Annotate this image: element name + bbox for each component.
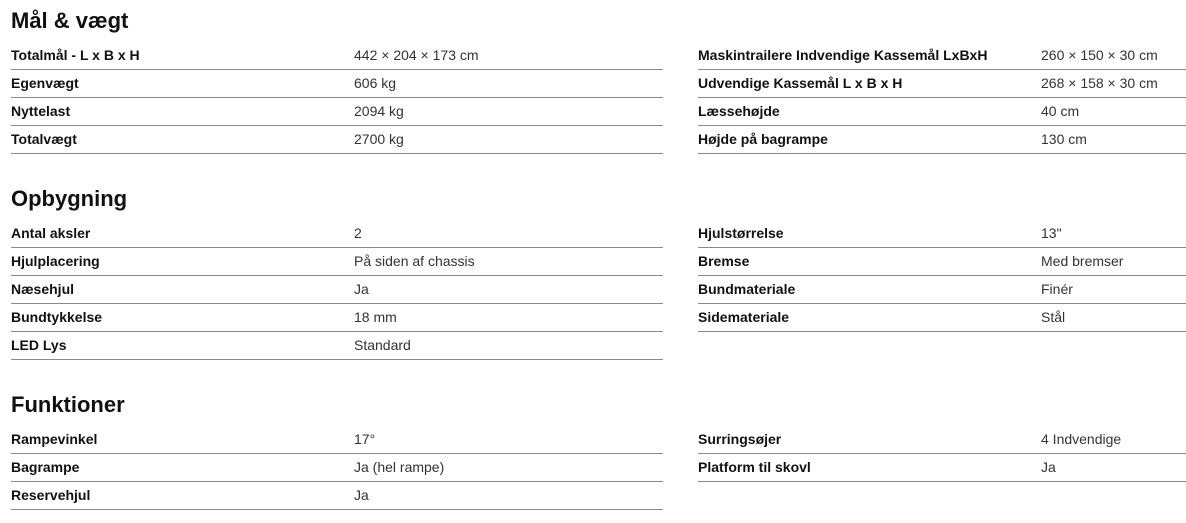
spec-label: Totalmål - L x B x H [11, 47, 140, 63]
spec-row [698, 304, 1186, 332]
spec-value: Ja [354, 281, 369, 297]
spec-column-right [698, 42, 1186, 154]
spec-row [698, 426, 1186, 454]
spec-column-right [698, 220, 1186, 332]
spec-row [698, 276, 1186, 304]
spec-label: Næsehjul [11, 281, 75, 297]
spec-row [698, 42, 1186, 70]
spec-row [11, 70, 663, 98]
spec-value: Ja [1041, 459, 1056, 475]
spec-column-left [11, 42, 663, 154]
spec-row [11, 276, 663, 304]
spec-value: 130 cm [1041, 131, 1087, 147]
spec-row [11, 332, 663, 360]
section-title: Funktioner [11, 392, 125, 417]
spec-column-right [698, 426, 1186, 482]
spec-value: Stål [1041, 309, 1066, 325]
spec-label: Udvendige Kassemål L x B x H [698, 75, 903, 91]
spec-label: Hjulstørrelse [698, 225, 784, 241]
spec-value: 442 × 204 × 173 cm [354, 47, 479, 63]
spec-value: 17° [354, 431, 376, 447]
spec-label: Egenvægt [11, 75, 79, 91]
spec-value: 260 × 150 × 30 cm [1041, 47, 1158, 63]
spec-label: Bagrampe [11, 459, 80, 475]
spec-label: Hjulplacering [11, 253, 100, 269]
spec-label: Bundtykkelse [11, 309, 103, 325]
spec-value: 606 kg [354, 75, 397, 91]
spec-value: 4 Indvendige [1041, 431, 1122, 447]
spec-row [698, 454, 1186, 482]
spec-value: 40 cm [1041, 103, 1080, 119]
spec-value: Finér [1041, 281, 1073, 297]
spec-row [698, 248, 1186, 276]
spec-row [11, 454, 663, 482]
section-title: Mål & vægt [11, 8, 129, 33]
section-title: Opbygning [11, 186, 128, 211]
spec-label: Surringsøjer [698, 431, 782, 447]
section-opbygning [0, 184, 1186, 364]
spec-row [11, 482, 663, 510]
spec-row [11, 126, 663, 154]
spec-label: Totalvægt [11, 131, 77, 147]
section-mal-vaegt [0, 6, 1186, 156]
spec-value: 2094 kg [354, 103, 404, 119]
spec-value: Med bremser [1041, 253, 1124, 269]
spec-column-left [11, 220, 663, 360]
spec-label: Antal aksler [11, 225, 91, 241]
section-funktioner [0, 390, 1186, 515]
spec-row [698, 70, 1186, 98]
spec-row [698, 220, 1186, 248]
spec-column-left [11, 426, 663, 510]
spec-row [698, 126, 1186, 154]
spec-label: Bundmateriale [698, 281, 796, 297]
spec-value: 268 × 158 × 30 cm [1041, 75, 1158, 91]
spec-label: Nyttelast [11, 103, 71, 119]
spec-row [11, 304, 663, 332]
spec-label: Læssehøjde [698, 103, 780, 119]
spec-row [11, 220, 663, 248]
spec-label: Maskintrailere Indvendige Kassemål LxBxH [698, 47, 988, 63]
spec-row [698, 98, 1186, 126]
spec-row [11, 248, 663, 276]
spec-value: 2 [354, 225, 362, 241]
spec-value: Ja [354, 487, 369, 503]
spec-label: Højde på bagrampe [698, 131, 828, 147]
spec-row [11, 98, 663, 126]
spec-label: Platform til skovl [698, 459, 811, 475]
spec-row [11, 42, 663, 70]
spec-label: Bremse [698, 253, 750, 269]
spec-value: 2700 kg [354, 131, 404, 147]
spec-value: 18 mm [354, 309, 397, 325]
spec-label: Reservehjul [11, 487, 91, 503]
spec-label: LED Lys [11, 337, 67, 353]
spec-label: Sidemateriale [698, 309, 790, 325]
spec-label: Rampevinkel [11, 431, 98, 447]
spec-value: På siden af chassis [354, 253, 475, 269]
spec-value: Standard [354, 337, 411, 353]
spec-value: Ja (hel rampe) [354, 459, 445, 475]
spec-value: 13" [1041, 225, 1062, 241]
spec-row [11, 426, 663, 454]
